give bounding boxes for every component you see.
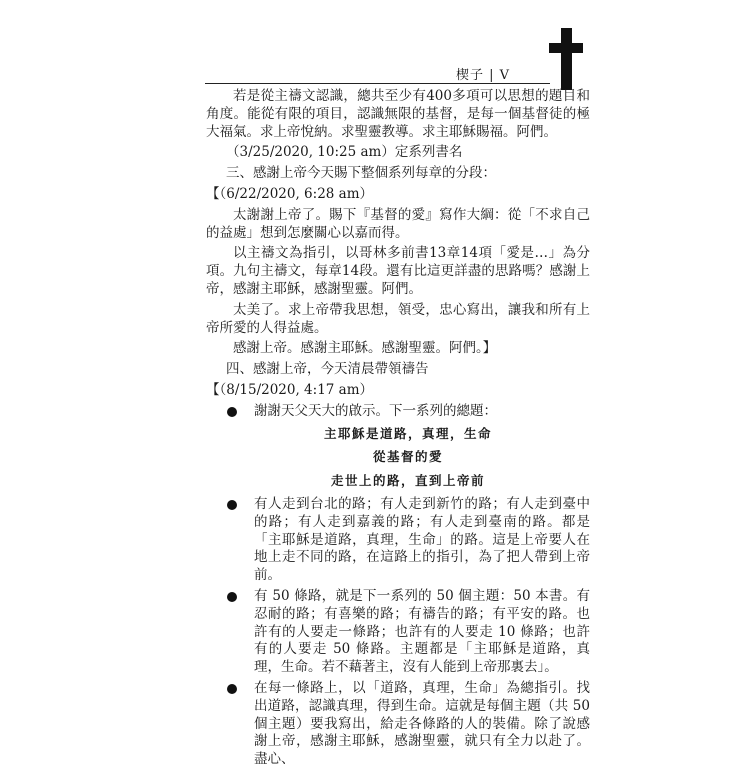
bullet-icon <box>227 407 237 417</box>
list-item <box>206 588 590 677</box>
bullet-text-4: 在每一條路上，以「道路，真理，生命」為總指引。找出道路，認識真理，得到生命。這就是每個主題（共 50 個主題）要我寫出，給走各條路的人的裝備。除了說感謝上帝，感謝主耶穌，感謝聖靈，就只有全力以赴了。盡心、 <box>254 679 590 768</box>
paragraph-2: 太謝謝上帝了。賜下『基督的愛』寫作大綱：從「不求自己的益處」想到怎麼關心以嘉而得。 <box>206 206 590 241</box>
theme-line-2: 從基督的愛 <box>372 449 443 465</box>
list-item <box>206 680 590 769</box>
paragraph-4: 太美了。求上帝帶我思想，領受，忠心寫出，讓我和所有上帝所愛的人得益處。 <box>206 301 590 336</box>
paragraph-5: 感謝上帝。感謝主耶穌。感謝聖靈。阿們。】 <box>233 340 497 357</box>
bullet-text-2: 有人走到台北的路；有人走到新竹的路；有人走到臺中的路；有人走到嘉義的路；有人走到臺南的路。都是「主耶穌是道路，真理，生命」的路。這是上帝要人在地上走不同的路，在這路上的指引，為了把人帶到上帝前。 <box>254 495 590 584</box>
header-rule <box>205 83 550 84</box>
bullet-icon <box>227 592 237 602</box>
running-head: 楔子 | V <box>456 68 511 83</box>
bullet-text-1: 謝謝天父天大的啟示。下一系列的總題： <box>254 402 497 419</box>
bullet-icon <box>227 500 237 510</box>
theme-line-1: 主耶穌是道路，真理，生命 <box>323 425 492 441</box>
page-body <box>206 88 590 772</box>
date-line-1: （3/25/2020, 10:25 am）定系列書名 <box>226 144 463 161</box>
list-item <box>206 496 590 585</box>
theme-line-3: 走世上的路，直到上帝前 <box>330 473 485 489</box>
date-line-2: 【（6/22/2020, 6:28 am） <box>206 185 374 202</box>
section-item-4: 四、感謝上帝，今天清晨帶領禱告 <box>226 361 429 378</box>
list-item <box>206 403 590 421</box>
paragraph-3: 以主禱文為指引，以哥林多前書13章14項「愛是…」為分項。九句主禱文，每章14段。還有比這更詳盡的思路嗎？感謝上帝，感謝主耶穌，感謝聖靈。阿們。 <box>206 245 590 297</box>
paragraph-1: 若是從主禱文認識，總共至少有400多項可以思想的題目和角度。能從有限的項目，認識無限的基督，是每一個基督徒的極大福氣。求上帝悅納。求聖靈教導。求主耶穌賜福。阿們。 <box>206 88 590 140</box>
bullet-icon <box>227 684 237 694</box>
bullet-text-3: 有 50 條路，就是下一系列的 50 個主題：50 本書。有忍耐的路；有喜樂的路；有禱告的路；有平安的路。也許有的人要走一條路；也許有的人要走 10 條路；也許有的人要走 50 條路。主題都是「主耶穌是道路，真理，生命。若不藉著主，沒有人能到上帝那裏去」。 <box>254 587 590 676</box>
date-line-3: 【（8/15/2020, 4:17 am） <box>206 381 374 398</box>
section-item-3: 三、感謝上帝今天賜下整個系列每章的分段： <box>226 165 496 182</box>
cross-icon <box>549 28 583 90</box>
